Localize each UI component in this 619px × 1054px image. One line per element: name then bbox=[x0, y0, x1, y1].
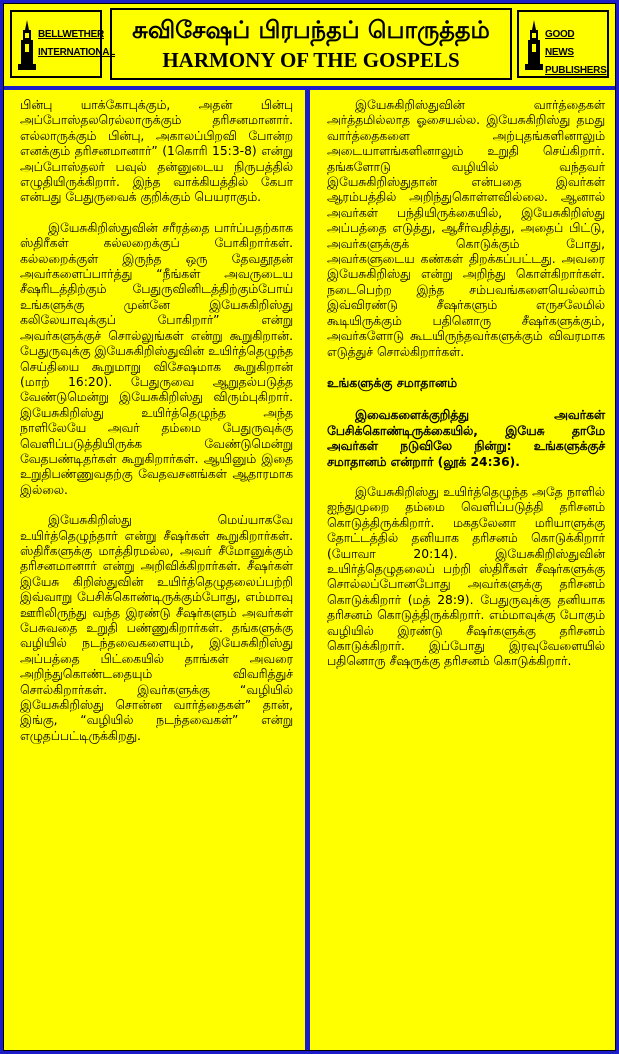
section-heading: உங்களுக்கு சமாதானம் bbox=[327, 374, 458, 390]
left-column bbox=[4, 90, 310, 1050]
paragraph: பின்பு யாக்கோபுக்கும், அதன் பின்பு அப்போஸ்தலரெல்லாருக்கும் தரிசனமானார். எல்லாருக்கும் பின்பு, அகாலப்பிறவி போன்ற எனக்கும் தரிசனமானார்” (1கொரி 15:3-8) என்று அப்போஸ்தலர் பவுல் தன்னுடைய நிருபத்தில் எழுதியிருக்கிறார். இந்த வாக்கியத்தில் கேபா என்பது பேதுருவைக் குறிக்கும் பெயராகும். bbox=[20, 98, 293, 205]
header bbox=[4, 4, 615, 90]
paragraph: இயேசுகிறிஸ்து உயிர்த்தெழுந்த அதே நாளில் ஐந்துமுறை தம்மை வெளிப்படுத்தி தரிசனம் கொடுத்திருக்கிறார். மகதலேனா மரியாளுக்கு தோட்டத்தில் தனியாக தரிசனம் கொடுக்கிறார் (யோவா 20:14). இயேசுகிறிஸ்துவின் உயிர்த்தெழுதலைப் பற்றி ஸ்திரீகள் சீஷர்களுக்கு சொல்லப்போனபோது அவர்களுக்கு தரிசனம் கொடுக்கிறார் (மத் 28:9). பேதுருவுக்கு தனியாக தரிசனம் கொடுத்திருக்கிறார். எம்மாவுக்கு போகும் வழியில் இரண்டு சீஷர்களுக்கு தரிசனம் கொடுக்கிறார். இப்போது இரவுவேளையில் பதினொரு சீஷருக்கு தரிசனம் கொடுக்கிறார். bbox=[327, 484, 605, 669]
good-news-logo bbox=[517, 10, 609, 78]
paragraph: இயேசுகிறிஸ்துவின் சரீரத்தை பார்ப்பதற்காக ஸ்திரீகள் கல்லறைக்குப் போகிறார்கள். கல்லறைக்குள் இருந்த ஒரு தேவதூதன் அவர்களைப்பார்த்து “நீங்கள் அவருடைய சீஷரிடத்திற்கும் பேதுருவினிடத்திற்கும்போய் உங்களுக்கு முன்னே இயேசுகிறிஸ்து கலிலேயாவுக்குப் போகிறார்” என்று அவர்களுக்குச் சொல்லுங்கள் என்று கூறுகிறான். பேதுருவுக்கு இயேசுகிறிஸ்துவின் உயிர்த்தெழுந்த செய்தியை கூறுமாறு விசேஷமாக கூறுகிறான் (மாற் 16:20). பேதுருவை ஆறுதல்படுத்த வேண்டுமென்று இயேசுகிறிஸ்து விரும்புகிறார். இயேசுகிறிஸ்து உயிர்த்தெழுந்த அந்த நாளிலேயே அவர் தம்மை பேதுருவுக்கு வெளிப்படுத்தியிருக்க வேண்டுமென்று வேதபண்டிதர்கள் கூறுகிறார்கள். ஆயினும் இதை உறுதிபண்ணுவதற்கு வேதவசனங்கள் ஆதாரமாக இல்லை. bbox=[20, 220, 293, 497]
bell-tower-icon bbox=[525, 20, 543, 70]
paragraph: இயேசுகிறிஸ்துவின் வார்த்தைகள் அர்த்தமில்லாத ஓசையல்ல. இயேசுகிறிஸ்து தமது வார்த்தைகளை அற்புதங்களினாலும் அடையாளங்களினாலும் உறுதி செய்கிறார். தங்களோடு வழியில் வந்தவர் இயேசுகிறிஸ்துதான் என்பதை இவர்கள் ஆரம்பத்தில் அறிந்துகொள்ளவில்லை. ஆனால் அவர்கள் பந்தியிருக்கையில், இயேசுகிறிஸ்து அப்பத்தை எடுத்து, ஆசீர்வதித்து, அதைப் பிட்டு, அவர்களுக்குக் கொடுக்கும் போது, அவர்களுடைய கண்கள் திறக்கப்பட்டது. அவரை இயேசுகிறிஸ்து என்று அறிந்து கொள்கிறார்கள். நடைபெற்ற இந்த சம்பவங்களையெல்லாம் இவ்விரண்டு சீஷர்களும் எருசலேமில் கூடியிருக்கும் பதினொரு சீஷர்களுக்கும், அவர்களோடு கூடயிருந்தவர்களுக்கும் விவரமாக எடுத்துச் சொல்கிறார்கள். bbox=[327, 98, 605, 359]
paragraph: இயேசுகிறிஸ்து மெய்யாகவே உயிர்த்தெழுந்தார் என்று சீஷர்கள் கூறுகிறார்கள். ஸ்திரீகளுக்கு மாத்திரமல்ல, அவர் சீமோனுக்கும் தரிசனமானார் என்று அறிவிக்கிறார்கள். சீஷர்கள் இயேசு கிறிஸ்துவின் உயிர்த்தெழுதலைப்பற்றி இவ்வாறு பேசிக்கொண்டிருக்கும்போது, எம்மாவு ஊரிலிருந்து வந்த இரண்டு சீஷர்களும் அவர்கள் பேசுவதை உறுதி பண்ணுகிறார்கள். தங்களுக்கு வழியில் நடந்தவைகளையும், இயேசுகிறிஸ்து அப்பத்தை பிட்கையில் தாங்கள் அவரை அறிந்துகொண்டதையும் விவரித்துச் சொல்கிறார்கள். இவர்களுக்கு “வழியில் இயேசுகிறிஸ்து சொன்ன வார்த்தைகள்” தான், இங்கு, “வழியில் நடந்தவைகள்” என்று எழுதப்பட்டிருக்கிறது. bbox=[20, 513, 293, 743]
scripture-quote: இவைகளைக்குறித்து அவர்கள் பேசிக்கொண்டிருக்கையில், இயேசு தாமே அவர்கள் நடுவிலே நின்று: உங்களுக்குச் சமாதானம் என்றார் (லூக் 24:36). bbox=[327, 408, 605, 469]
bell-tower-icon bbox=[18, 20, 36, 70]
page bbox=[3, 3, 616, 1051]
title-tamil: சுவிசேஷப் பிரபந்தப் பொருத்தம் bbox=[132, 16, 490, 44]
bellwether-logo bbox=[10, 10, 116, 78]
right-column bbox=[315, 90, 615, 1050]
bellwether-logo-text: BELLWETHER INTERNATIONAL bbox=[38, 29, 116, 58]
good-news-logo-text: GOOD NEWS PUBLISHERS bbox=[545, 29, 607, 76]
title-box bbox=[110, 8, 512, 80]
title-english: HARMONY OF THE GOSPELS bbox=[162, 48, 460, 72]
